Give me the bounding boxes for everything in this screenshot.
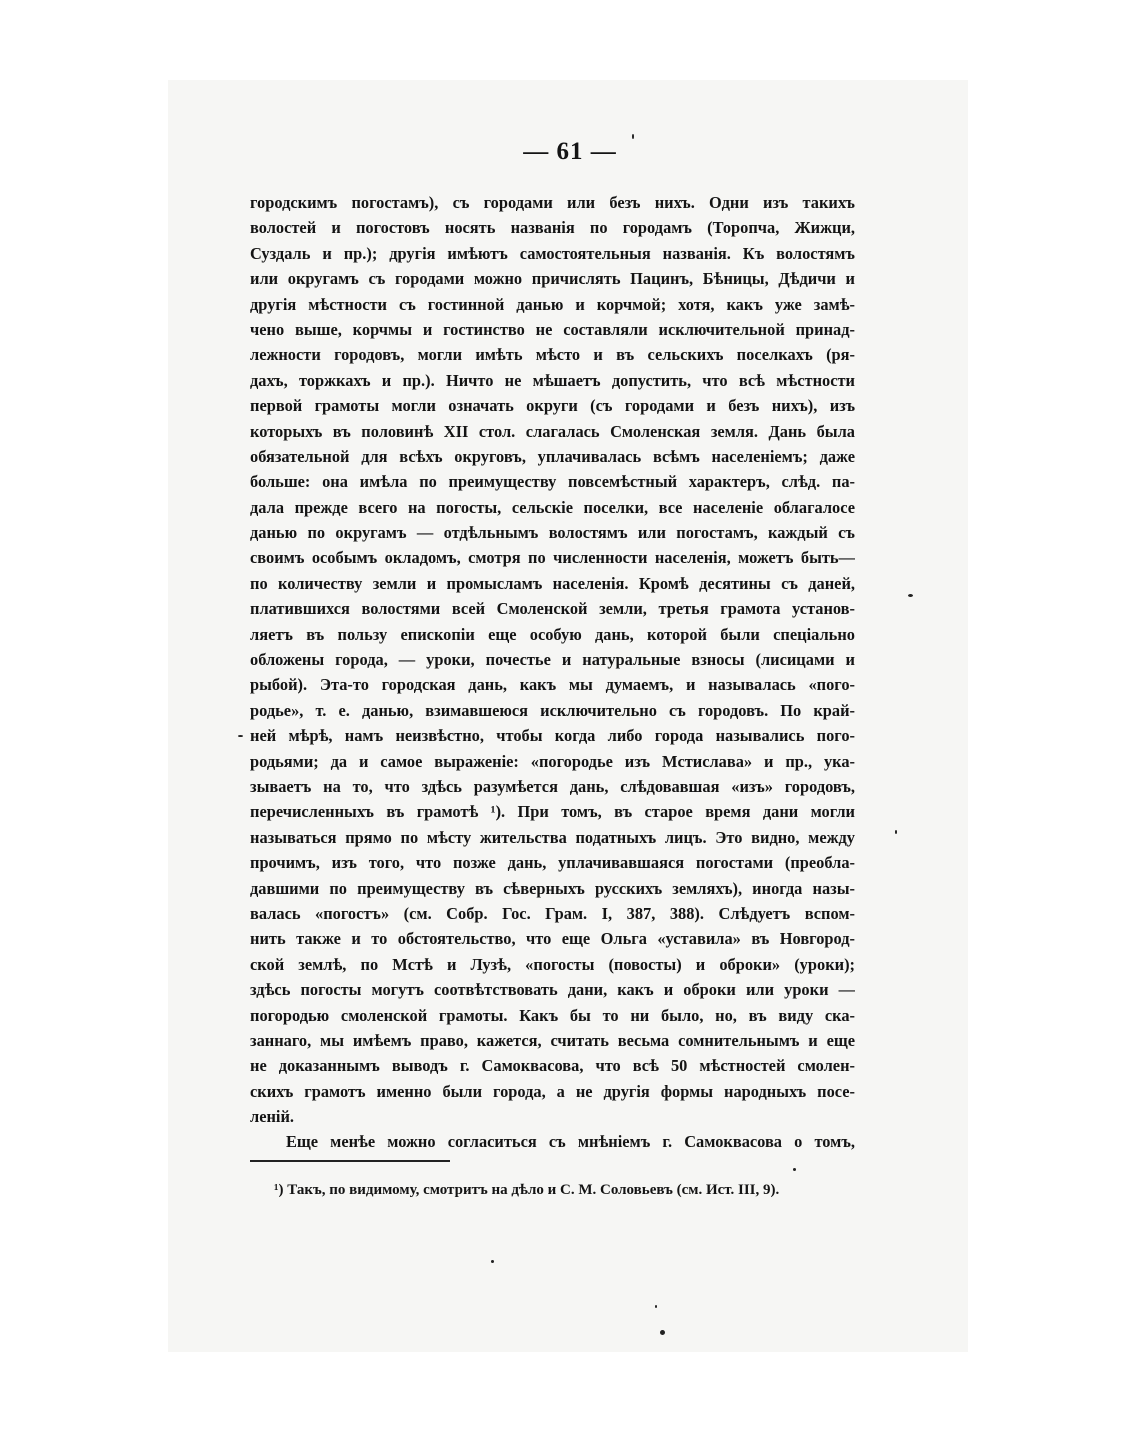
text-line: родьями; да и самое выраженіе: «погородье изъ Мстислава» и пр., ука- (250, 751, 855, 771)
text-line: которыхъ въ половинѣ XII стол. слагалась Смоленская земля. Дань была (250, 421, 855, 441)
scan-speck (491, 1260, 494, 1263)
text-line: дахъ, торжкахъ и пр.). Ничто не мѣшаетъ допустить, что всѣ мѣстности (250, 370, 855, 390)
text-line: данью по округамъ — отдѣльнымъ волостямъ или погостамъ, каждый съ (250, 523, 855, 543)
scan-speck (908, 594, 913, 597)
text-line: рыбой). Эта-то городская дань, какъ мы думаемъ, и называлась «пого- (250, 675, 855, 695)
text-line: валась «погостъ» (см. Собр. Гос. Грам. I, 387, 388). Слѣдуетъ вспом- (250, 903, 855, 923)
scan-speck (895, 830, 897, 834)
page-number: — 61 — (523, 138, 617, 165)
text-line: называться прямо по мѣсту жительства податныхъ лицъ. Это видно, между (250, 827, 855, 847)
text-line: леній. (250, 1107, 295, 1127)
text-line: скихъ грамотъ именно были города, а не другія формы народныхъ посе- (250, 1081, 855, 1101)
text-line: нить также и то обстоятельство, что еще Ольга «уставила» въ Новгород- (250, 929, 855, 949)
scan-speck (632, 134, 634, 139)
text-line: Еще менѣе можно согласиться съ мнѣніемъ г. Самоквасова о томъ, (286, 1132, 855, 1152)
text-line: чено выше, корчмы и гостинство не составляли исключительной принад- (250, 319, 855, 339)
text-line: погородью смоленской грамоты. Какъ бы то ни было, но, въ виду ска- (250, 1005, 855, 1025)
text-line: больше: она имѣла по преимуществу повсемѣстный характеръ, слѣд. па- (250, 472, 855, 492)
text-line: не доказаннымъ выводъ г. Самоквасова, что всѣ 50 мѣстностей смолен- (250, 1056, 855, 1076)
text-line: давшими по преимуществу въ сѣверныхъ русскихъ земляхъ), иногда назы- (250, 878, 855, 898)
text-line: ней мѣрѣ, намъ неизвѣстно, чтобы когда либо города назывались пого- (250, 726, 855, 746)
footnote: ¹) Такъ, по видимому, смотритъ на дѣло и С. М. Соловьевъ (см. Ист. III, 9). (274, 1182, 780, 1198)
scan-speck (238, 735, 243, 737)
body-text (250, 190, 855, 1155)
text-line: по количеству земли и промысламъ населенія. Кромѣ десятины съ даней, (250, 573, 855, 593)
text-line: ляетъ въ пользу епископіи еще особую дань, которой были спеціально (250, 624, 855, 644)
text-line: ской землѣ, по Мстѣ и Лузѣ, «погосты (повосты) и оброки» (уроки); (250, 954, 855, 974)
text-line: прочимъ, изъ того, что позже дань, уплачивавшаяся погостами (преобла- (250, 853, 855, 873)
scan-speck (660, 1330, 665, 1335)
text-line: перечисленныхъ въ грамотѣ ¹). При томъ, въ старое время дани могли (250, 802, 855, 822)
text-line: городскимъ погостамъ), съ городами или безъ нихъ. Одни изъ такихъ (250, 193, 855, 212)
text-line: волостей и погостовъ носять названія по городамъ (Торопча, Жижци, (250, 218, 855, 238)
text-line: платившихся волостями всей Смоленской земли, третья грамота установ- (250, 599, 855, 619)
text-line: родье», т. е. данью, взимавшеюся исключительно съ городовъ. По край- (250, 700, 855, 720)
text-line: первой грамоты могли означать округи (съ городами и безъ нихъ), изъ (250, 396, 855, 416)
footnote-divider (250, 1160, 450, 1162)
text-line: здѣсь погосты могутъ соотвѣтствовать дани, какъ и оброки или уроки — (250, 980, 855, 1000)
text-line: другія мѣстности съ гостинной данью и корчмой; хотя, какъ уже замѣ- (250, 294, 855, 314)
text-line: Суздаль и пр.); другія имѣютъ самостоятельныя названія. Къ волостямъ (250, 243, 855, 263)
text-line: своимъ особымъ окладомъ, смотря по численности населенія, можетъ быть— (250, 548, 855, 568)
text-line: дала прежде всего на погосты, сельскіе поселки, все населеніе облагалосе (250, 497, 855, 517)
text-line: обязательной для всѣхъ округовъ, уплачивалась всѣмъ населеніемъ; даже (250, 446, 855, 466)
scan-speck (655, 1305, 657, 1308)
text-line: обложены города, — уроки, почестье и натуральные взносы (лисицами и (250, 650, 855, 670)
scan-speck (793, 1168, 796, 1171)
text-line: или округамъ съ городами можно причислять Пацинъ, Бѣницы, Дѣдичи и (250, 269, 855, 289)
text-line: лежности городовъ, могли имѣть мѣсто и въ сельскихъ поселкахъ (ря- (250, 345, 855, 365)
text-line: заннаго, мы имѣемъ право, кажется, считать весьма сомнительнымъ и еще (250, 1030, 855, 1050)
text-line: зываетъ на то, что здѣсь разумѣется дань, слѣдовавшая «изъ» городовъ, (250, 776, 855, 796)
